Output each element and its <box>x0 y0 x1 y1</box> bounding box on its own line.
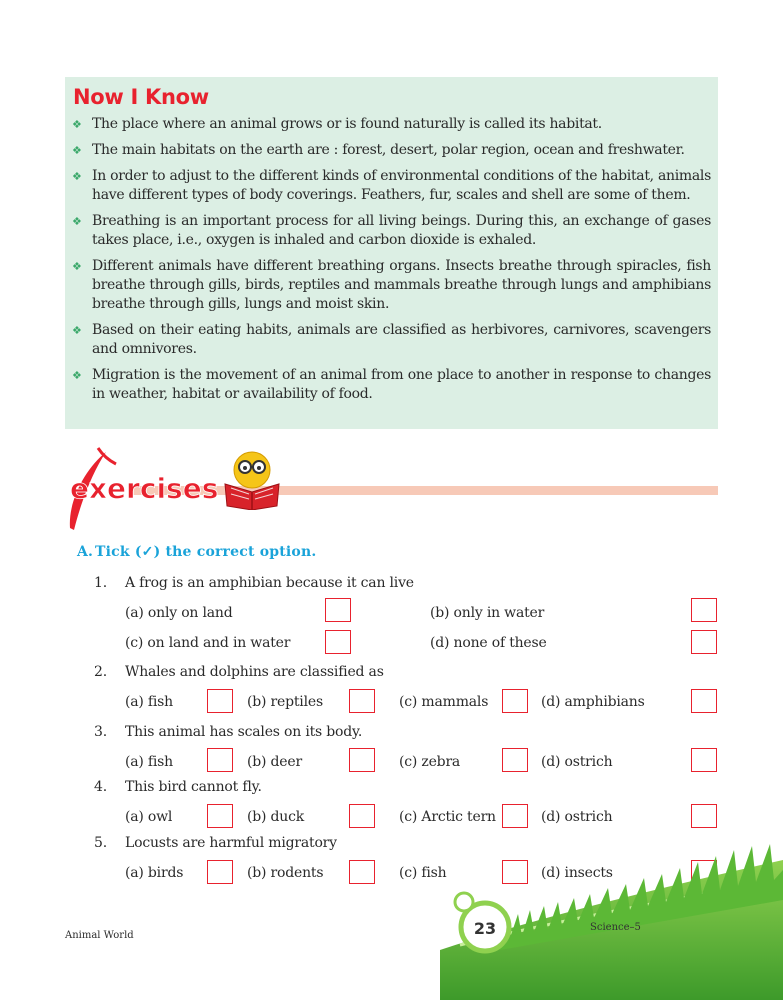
summary-item: ❖ Based on their eating habits, animals are classified as herbivores, carnivores, scavengers and omnivores. <box>72 322 711 357</box>
option-label: (d) insects <box>541 865 613 881</box>
now-i-know-box <box>65 77 718 429</box>
option-label: (c) zebra <box>399 754 461 770</box>
question-1: 1. A frog is an amphibian because it can live <box>94 575 414 591</box>
tick-box-q2-b[interactable] <box>349 689 375 713</box>
option-label: (d) none of these <box>430 635 547 651</box>
option-label: (c) mammals <box>399 694 489 710</box>
footer-book-title: Science–5 <box>590 922 641 933</box>
option-label: (d) ostrich <box>541 809 613 825</box>
tick-box-q5-b[interactable] <box>349 860 375 884</box>
option-label: (a) only on land <box>125 605 233 621</box>
tick-box-q2-c[interactable] <box>502 689 528 713</box>
summary-list <box>71 115 711 411</box>
option-label: (b) duck <box>247 809 305 825</box>
question-3: 3. This animal has scales on its body. <box>94 724 363 740</box>
option-label: (d) amphibians <box>541 694 645 710</box>
question-2: 2. Whales and dolphins are classified as <box>94 664 384 680</box>
page-number: 23 <box>473 919 497 938</box>
tick-box-q1-a[interactable] <box>325 598 351 622</box>
tick-box-q5-a[interactable] <box>207 860 233 884</box>
exercises-divider-bar <box>130 486 718 495</box>
tick-box-q2-a[interactable] <box>207 689 233 713</box>
tick-box-q3-b[interactable] <box>349 748 375 772</box>
option-label: (b) rodents <box>247 865 324 881</box>
tick-box-q3-a[interactable] <box>207 748 233 772</box>
tick-box-q4-b[interactable] <box>349 804 375 828</box>
option-label: (c) fish <box>399 865 447 881</box>
reading-emoji-icon <box>221 448 283 510</box>
summary-item: ❖ In order to adjust to the different kinds of environmental conditions of the habitat, animals have different types of body coverings. Feathers, fur, scales and shell are some of them. <box>72 168 711 203</box>
option-label: (a) owl <box>125 809 173 825</box>
diamond-bullet-icon: ❖ <box>72 324 82 337</box>
tick-box-q3-c[interactable] <box>502 748 528 772</box>
summary-item: ❖ Migration is the movement of an animal from one place to another in response to changes in weather, habitat or availability of food. <box>72 367 711 402</box>
diamond-bullet-icon: ❖ <box>72 118 82 131</box>
option-label: (b) only in water <box>430 605 545 621</box>
question-4: 4. This bird cannot fly. <box>94 779 262 795</box>
option-label: (a) fish <box>125 694 173 710</box>
footer-chapter-title: Animal World <box>65 930 134 941</box>
exercises-logo <box>58 440 218 535</box>
tick-box-q1-c[interactable] <box>325 630 351 654</box>
question-5: 5. Locusts are harmful migratory <box>94 835 337 851</box>
diamond-bullet-icon: ❖ <box>72 170 82 183</box>
diamond-bullet-icon: ❖ <box>72 369 82 382</box>
summary-item: ❖ The main habitats on the earth are : forest, desert, polar region, ocean and freshwater. <box>72 142 685 158</box>
exercises-heading: exercises <box>70 472 218 505</box>
tick-box-q1-b[interactable] <box>691 598 717 622</box>
diamond-bullet-icon: ❖ <box>72 260 82 273</box>
option-label: (b) deer <box>247 754 302 770</box>
tick-box-q3-d[interactable] <box>691 748 717 772</box>
tick-box-q2-d[interactable] <box>691 689 717 713</box>
summary-item: ❖ Breathing is an important process for all living beings. During this, an exchange of gases takes place, i.e., oxygen is inhaled and carbon dioxide is exhaled. <box>72 213 711 248</box>
tick-box-q4-d[interactable] <box>691 804 717 828</box>
summary-item: ❖ The place where an animal grows or is found naturally is called its habitat. <box>72 116 602 132</box>
now-i-know-title: Now I Know <box>73 85 209 109</box>
summary-item: ❖ Different animals have different breathing organs. Insects breathe through spiracles, fish breathe through gills, birds, reptiles and mammals breathe through lungs and amphibians breathe through gills, lungs and moist skin. <box>72 258 711 312</box>
option-label: (c) Arctic tern <box>399 809 496 825</box>
option-label: (d) ostrich <box>541 754 613 770</box>
tick-box-q4-a[interactable] <box>207 804 233 828</box>
option-label: (a) birds <box>125 865 184 881</box>
tick-box-q1-d[interactable] <box>691 630 717 654</box>
option-label: (a) fish <box>125 754 173 770</box>
option-label: (c) on land and in water <box>125 635 291 651</box>
section-a-heading: A. Tick (✓) the correct option. <box>77 544 317 560</box>
option-label: (b) reptiles <box>247 694 323 710</box>
diamond-bullet-icon: ❖ <box>72 144 82 157</box>
diamond-bullet-icon: ❖ <box>72 215 82 228</box>
tick-box-q4-c[interactable] <box>502 804 528 828</box>
